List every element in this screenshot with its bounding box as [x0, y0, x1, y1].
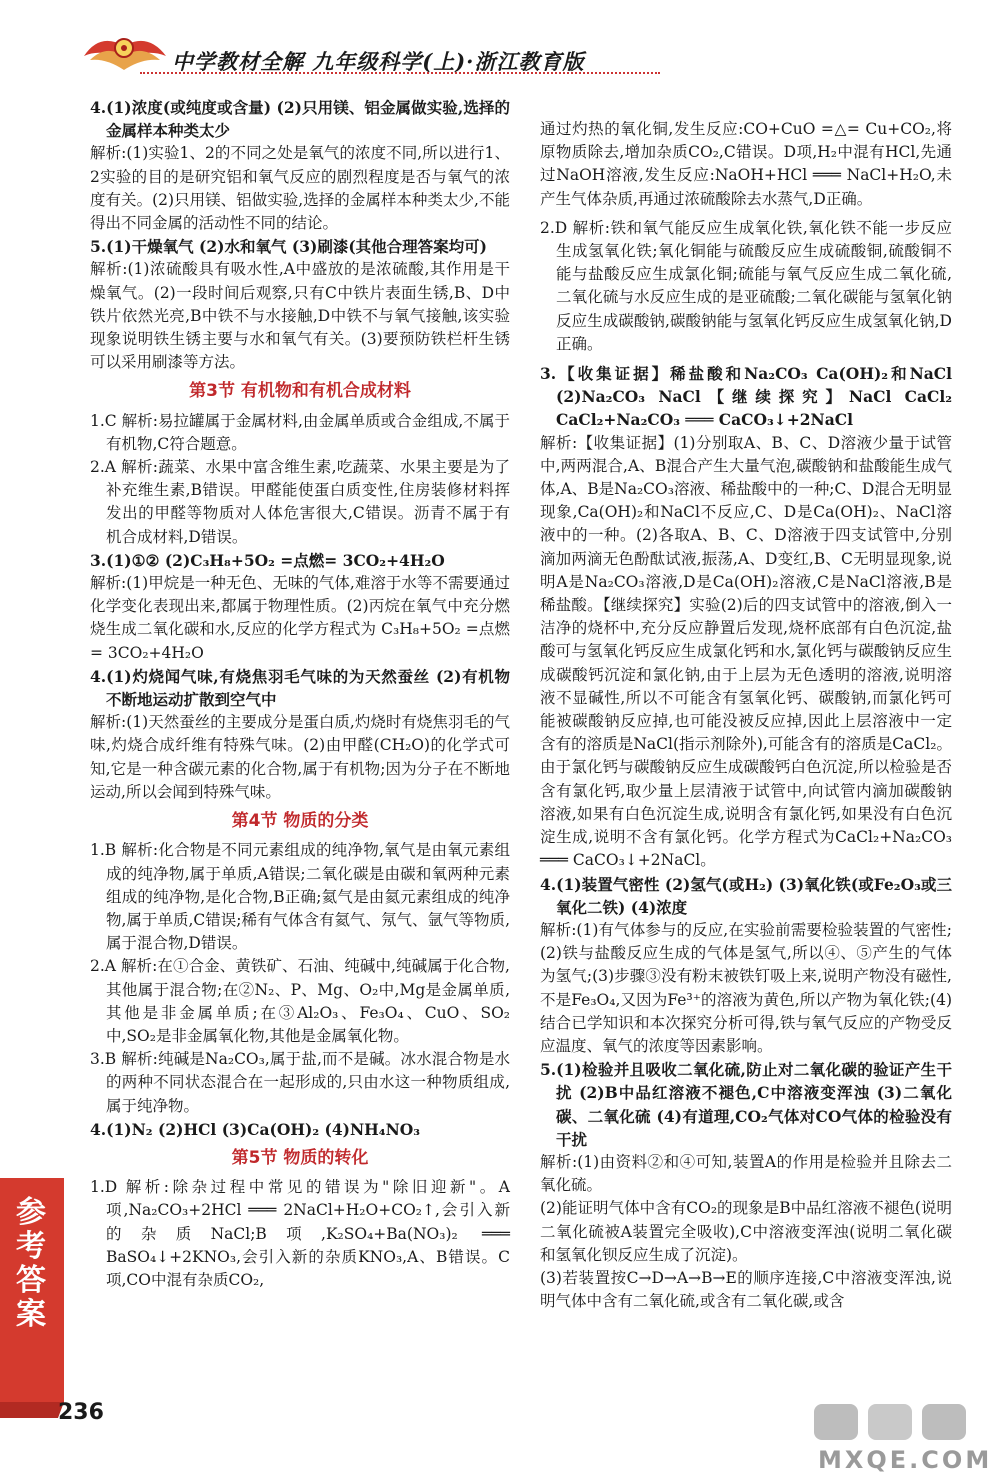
s4-answer-1: 1.B 解析:化合物是不同元素组成的纯净物,氧气是由氧元素组成的纯净物,属于单质,A错误;二氧化碳是由碳和氧两种元素组成的纯净物,是化合物,B正确;氦气是由氦元素组成的纯净物,属于单质,C错误;稀有气体含有氦气、氖气、氩气等物质,属于混合物,D错误。: [90, 841, 510, 953]
s4-answer-4: 4.(1)N₂ (2)HCl (3)Ca(OH)₂ (4)NH₄NO₃: [90, 1119, 421, 1139]
section-heading-5: 第5节 物质的转化: [231, 1147, 369, 1168]
s5-answer-2: 2.D 解析:铁和氧气能反应生成氧化铁,氧化铁不能一步反应生成氢氧化铁;氧化铜能与硫酸反应生成硫酸铜,硫酸铜不能与盐酸反应生成氯化铜;硫能与氧气反应生成二氧化硫,二氧化硫与水反应生成的是亚硫酸;二氧化碳能与氢氧化钠反应生成碳酸钠,碳酸钠能与氢氧化钙反应生成氢氧化钠,D正确。: [540, 218, 952, 353]
s3-explanation-4: 解析:(1)天然蚕丝的主要成分是蛋白质,灼烧时有烧焦羽毛的气味,灼烧合成纤维有特殊气味。(2)由甲醛(CH₂O)的化学式可知,它是一种含碳元素的化合物,属于有机物;因为分子在不断地运动,所以会闻到特殊气味。: [90, 713, 510, 801]
s5-explanation-5b: (2)能证明气体中含有CO₂的现象是B中品红溶液不褪色(说明二氧化硫被A装置完全吸收),C中溶液变浑浊(说明二氧化碳和氢氧化钡反应生成了沉淀)。: [540, 1199, 952, 1264]
explanation-q4: 解析:(1)实验1、2的不同之处是氧气的浓度不同,所以进行1、2实验的目的是研究铝和氧气反应的剧烈程度是否与氧气的浓度有关。(2)只用镁、铝做实验,选择的金属样本种类太少,不能得出不同金属的活动性不同的结论。: [90, 144, 510, 233]
s3-answer-2: 2.A 解析:蔬菜、水果中富含维生素,吃蔬菜、水果主要是为了补充维生素,B错误。甲醛能使蛋白质变性,住房装修材料挥发出的甲醛等物质对人体危害很大,C错误。沥青不属于有机合成材料,D错误。: [90, 458, 510, 546]
s3-explanation-3: 解析:(1)甲烷是一种无色、无味的气体,难溶于水等不需要通过化学变化表现出来,都属于物理性质。(2)丙烷在氧气中充分燃烧生成二氧化碳和水,反应的化学方程式为 C₃H₈+5O₂ =点燃= 3CO₂+4H₂O: [90, 574, 510, 662]
answer-q4: 4.(1)浓度(或纯度或含量) (2)只用镁、铝金属做实验,选择的金属样本种类太少: [90, 98, 510, 141]
s3-answer-1: 1.C 解析:易拉罐属于金属材料,由金属单质或合金组成,不属于有机物,C符合题意。: [90, 411, 510, 453]
side-tab-label: 参考答案: [16, 1195, 46, 1332]
s5-answer-3: 3.【收集证据】稀盐酸和Na₂CO₃ Ca(OH)₂和NaCl (2)Na₂CO₃ NaCl【继续探究】NaCl CaCl₂ CaCl₂+Na₂CO₃ ═══ CaCO₃↓+2NaCl: [540, 364, 952, 430]
answer-q5: 5.(1)干燥氧气 (2)水和氧气 (3)刷漆(其他合理答案均可): [90, 237, 487, 257]
s5-explanation-3: 解析:【收集证据】(1)分别取A、B、C、D溶液少量于试管中,两两混合,A、B混合产生大量气泡,碳酸钠和盐酸能生成气体,A、B是Na₂CO₃溶液、稀盐酸中的一种;C、D混合无明显现象,Ca(OH)₂和NaCl不反应,C、D是Ca(OH)₂、NaCl溶液中的一种。(2)各取A、B、C、D溶液于四支试管中,分别滴加两滴无色酚酞试液,振荡,A、D变红,B、C无明显现象,说明A是Na₂CO₃溶液,D是Ca(OH)₂溶液,C是NaCl溶液,B是稀盐酸。【继续探究】实验(2)后的四支试管中的溶液,倒入一洁净的烧杯中,充分反应静置后发现,烧杯底部有白色沉淀,盐酸可与氢氧化钙反应生成氯化钙和水,氯化钙与碳酸钠反应生成碳酸钙沉淀和氯化钠,由于上层为无色透明的溶液,说明溶液不显碱性,所以不可能含有氢氧化钙、碳酸钠,而氯化钙可能被碳酸钠反应掉,也可能没被反应掉,因此上层溶液中一定含有的溶质是NaCl(指示剂除外),可能含有的溶质是CaCl₂。由于氯化钙与碳酸钠反应生成碳酸钙白色沉淀,所以检验是否含有氯化钙,取少量上层清液于试管中,向试管内滴加碳酸钠溶液,如果有白色沉淀生成,说明含有氯化钙,如果没有白色沉淀生成,说明不含有氯化钙。化学方程式为CaCl₂+Na₂CO₃ ═══ CaCO₃↓+2NaCl。: [540, 433, 952, 870]
s5-answer-1: 1.D 解析:除杂过程中常见的错误为"除旧迎新"。A项,Na₂CO₃+2HCl ═══ 2NaCl+H₂O+CO₂↑,会引入新的杂质NaCl;B项,K₂SO₄+Ba(NO₃)₂ ═══ BaSO₄↓+2KNO₃,会引入新的杂质KNO₃,A、B错误。C项,CO中混有杂质CO₂,: [90, 1178, 510, 1289]
s5-explanation-4: 解析:(1)有气体参与的反应,在实验前需要检验装置的气密性;(2)铁与盐酸反应生成的气体是氢气,所以④、⑤产生的气体为氢气;(3)步骤③没有粉末被铁钉吸上来,说明产物没有磁性,不是Fe₃O₄,又因为Fe³⁺的溶液为黄色,所以产物为氧化铁;(4)结合已学知识和本次探究分析可得,铁与氧气反应的产物受反应温度、氧气的浓度等因素影响。: [540, 920, 952, 1055]
s4-answer-2: 2.A 解析:在①合金、黄铁矿、石油、纯碱中,纯碱属于化合物,其他属于混合物;在②N₂、P、Mg、O₂中,Mg是金属单质,其他是非金属单质;在③Al₂O₃、Fe₃O₄、CuO、SO₂中,SO₂是非金属氧化物,其他是金属氧化物。: [90, 957, 510, 1045]
page-header: [0, 0, 1000, 88]
header-divider: [140, 72, 660, 74]
section-heading-3: 第3节 有机物和有机合成材料: [189, 381, 411, 402]
header-title: 中学教材全解 九年级科学(上)·浙江教育版: [172, 49, 585, 74]
s5-explanation-5c: (3)若装置按C→D→A→B→E的顺序连接,C中溶液变浑浊,说明气体中含有二氧化硫,或含有二氧化碳,或含: [540, 1268, 952, 1311]
s5-answer-1-continued: 通过灼热的氧化铜,发生反应:CO+CuO =△= Cu+CO₂,将原物质除去,增加杂质CO₂,C错误。D项,H₂中混有HCl,先通过NaOH溶液,发生反应:NaOH+HCl ═══ NaCl+H₂O,未产生气体杂质,再通过浓硫酸除去水蒸气,D正确。: [540, 120, 952, 208]
s5-explanation-5a: 解析:(1)由资料②和④可知,装置A的作用是检验并且除去二氧化硫。: [540, 1152, 952, 1195]
s4-answer-3: 3.B 解析:纯碱是Na₂CO₃,属于盐,而不是碱。冰水混合物是水的两种不同状态混合在一起形成的,只由水这一种物质组成,属于纯净物。: [90, 1050, 510, 1115]
page-number: 236: [58, 1400, 104, 1425]
right-column: [540, 118, 952, 1313]
s3-answer-3: 3.(1)①② (2)C₃H₈+5O₂ =点燃= 3CO₂+4H₂O: [90, 550, 445, 570]
explanation-q5: 解析:(1)浓硫酸具有吸水性,A中盛放的是浓硫酸,其作用是干燥氧气。(2)一段时间后观察,只有C中铁片表面生锈,B、D中铁片依然光亮,B中铁不与水接触,D中铁不与氧气接触,该实验现象说明铁生锈主要与水和氧气有关。(3)要预防铁栏杆生锈可以采用刷漆等方法。: [90, 260, 510, 372]
s5-answer-4: 4.(1)装置气密性 (2)氢气(或H₂) (3)氧化铁(或Fe₂O₃或三氧化二铁) (4)浓度: [540, 874, 952, 917]
s3-answer-4: 4.(1)灼烧闻气味,有烧焦羽毛气味的为天然蚕丝 (2)有机物 不断地运动扩散到空气中: [90, 666, 510, 710]
s5-answer-5: 5.(1)检验并且吸收二氧化硫,防止对二氧化碳的验证产生干扰 (2)B中品红溶液不褪色,C中溶液变浑浊 (3)二氧化碳、二氧化硫 (4)有道理,CO₂气体对CO气体的检验没有干扰: [540, 1060, 952, 1149]
section-heading-4: 第4节 物质的分类: [231, 811, 369, 832]
left-column: [90, 96, 510, 1292]
watermark-text: MXQE.COM: [818, 1446, 993, 1474]
